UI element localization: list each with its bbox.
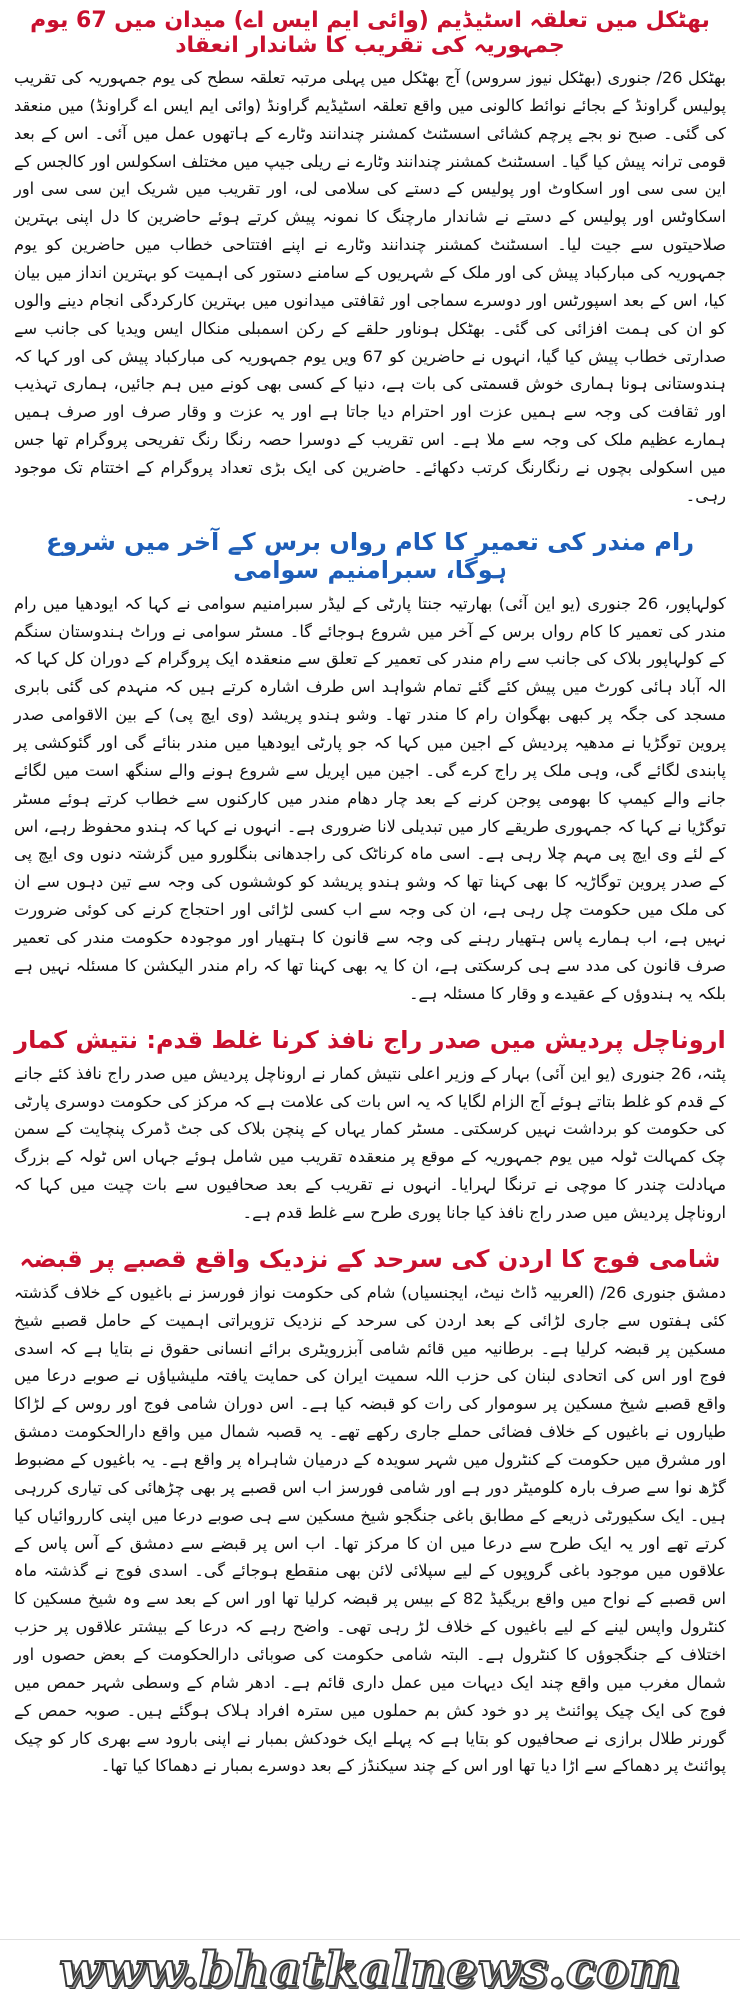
news-article-1	[0, 0, 740, 510]
article-body: پٹنہ، 26 جنوری (یو این آئی) بہار کے وزیر اعلی نتیش کمار نے اروناچل پردیش میں صدر راج نافذ کئے جانے کے قدم کو غلط بتاتے ہوئے آج الزام لگایا کہ یہ اس بات کی علامت ہے کہ مرکز کی حکومت دوسری پارٹی کی حکومت کو برداشت نہیں کرسکتی۔ مسٹر کمار یہاں کے پنچن بلاک کی جٹ ڈمرک پنچایت کے سمن چک کمہالت ٹولہ میں یوم جمہوریہ کے موقع پر منعقدہ تقریب میں شامل ہوئے جہاں اس ٹولہ کے بزرگ مہادلت چندر کا موچی نے ترنگا لہرایا۔ انہوں نے تقریب کے بعد صحافیوں سے بات چیت میں کہا کہ اروناچل پردیش میں صدر راج نافذ کیا جانا پوری طرح سے غلط قدم ہے۔	[14, 1063, 726, 1222]
article-body: کولہاپور، 26 جنوری (یو این آئی) بھارتیہ جنتا پارٹی کے لیڈر سبرامنیم سوامی نے کہا کہ ایودھیا میں رام مندر کی تعمیر کا کام رواں برس کے آخر میں شروع ہوجائے گا۔ مسٹر سوامی نے وراٹ ہندوستان سنگم کے کولہاپور بلاک کی جانب سے رام مندر کی تعمیر کے تعلق سے منعقدہ ایک پروگرام کے دوران کل کہا کہ الہ آباد ہائی کورٹ میں پیش کئے گئے تمام شواہد اس طرف اشارہ کرتے ہیں کہ منہدم کی گئی بابری مسجد کی جگہ پر کبھی بھگوان رام کا مندر تھا۔ وشو ہندو پریشد (وی ایچ پی) کے بین الاقوامی صدر پروین توگڑیا نے مدھیہ پردیش کے اجین میں کہا کہ جو پارٹی ایودھیا میں مندر بنائے گی اور گئوکشی پر پابندی لگائے گی، وہی ملک پر راج کرے گی۔ اجین میں اپریل سے شروع ہونے والے سنگھ است میں لگائے جانے والے کیمپ کا بھومی پوجن کرنے کے بعد چار دھام مندر میں کارکنوں سے خطاب کرتے ہوئے مسٹر توگڑیا نے کہا کہ جمہوری طریقے کار میں تبدیلی لانا ضروری ہے۔ انہوں نے کہا کہ ہندو محفوظ رہے، اس کے لئے وی ایچ پی مہم چلا رہی ہے۔ اسی ماہ کرناٹک کی راجدھانی بنگلورو میں گزشتہ دنوں وی ایچ پی کے صدر پروین توگاڑیہ کا بھی کہنا تھا کہ وشو ہندو پریشد کو کوششوں کی وجہ سے تین دہوں سے ان کی ملک میں حکومت چل رہی ہے، ان کی وجہ سے اب کسی لڑائی اور احتجاج کرنے کی کوئی ضرورت نہیں ہے، اب ہمارے پاس ہتھیار رہنے کی وجہ سے قانون کا ہتھیار اور موجودہ حکومت مندر کی تعمیر صرف قانون کی مدد سے ہی کرسکتی ہے، ان کا یہ بھی کہنا تھا کہ رام مندر الیکشن کا مسئلہ نہیں ہے بلکہ یہ ہندوؤں کے عقیدے و وقار کا مسئلہ ہے۔	[14, 593, 726, 1003]
news-article-4	[0, 1227, 740, 1780]
article-body: بھٹکل 26/ جنوری (بھٹکل نیوز سروس) آج بھٹکل میں پہلی مرتبہ تعلقہ سطح کی یوم جمہوریہ کی تقریب پولیس گراونڈ کے بجائے نوائط کالونی میں واقع تعلقہ اسٹیڈیم گراونڈ (وائی ایم ایس اے گراونڈ) میں منعقد کی گئی۔ صبح نو بجے پرچم کشائی اسسٹنٹ کمشنر چندانند وٹارے کے ہاتھوں عمل میں آئی۔ اس کے بعد قومی ترانہ پیش کیا گیا۔ اسسٹنٹ کمشنر چندانند وٹارے نے ریلی جیپ میں مختلف اسکولس اور کالجس کے این سی سی اور اسکاوٹ اور پولیس کے دستے کی سلامی لی، اور تقریب میں شریک این سی سی اور اسکاوٹس اور پولیس کے دستے نے شاندار مارچنگ کا نمونہ پیش کرتے ہوئے حاضرین کا دل اپنی بہترین صلاحیتوں سے جیت لیا۔ اسسٹنٹ کمشنر چندانند وٹارے نے اپنے افتتاحی خطاب میں حاضرین کو یوم جمہوریہ کی مبارکباد پیش کی اور ملک کے شہریوں کے سامنے دستور کی اہمیت کو بہترین انداز میں بیان کیا، اس کے بعد اسپورٹس اور دوسرے سماجی اور ثقافتی میدانوں میں بہترین کارکردگی انجام دینے والوں کو ان کی ہمت افزائی کی گئی۔ بھٹکل ہوناور حلقے کے رکن اسمبلی منکال ایس ویدیا کی جانب سے صدارتی خطاب پیش کیا گیا، انہوں نے حاضرین کو 67 ویں یوم جمہوریہ کی مبارکباد پیش کی اور کہا کہ ہندوستانی ہونا ہماری خوش قسمتی کی بات ہے، دنیا کے کسی بھی کونے میں ہم جائیں، ہماری تہذیب اور ثقافت کی وجہ سے ہمیں عزت اور احترام دیا جاتا ہے اور یہ عزت و وقار صرف اور صرف ہمیں ہمارے عظیم ملک کی وجہ سے ملا ہے۔ اس تقریب کے دوسرا حصہ رنگا رنگ تفریحی پروگرام تھا جس میں اسکولی بچوں نے رنگارنگ کرتب دکھائے۔ حاضرین کی ایک بڑی تعداد پروگرام کے اختتام تک موجود رہی۔	[14, 68, 726, 505]
site-footer	[0, 1939, 740, 2000]
news-article-2	[0, 510, 740, 1008]
article-headline: رام مندر کی تعمیر کا کام رواں برس کے آخر میں شروع ہوگا، سبرامنیم سوامی	[45, 527, 695, 584]
site-url-link[interactable]: www.bhatkalnews.com	[59, 1942, 681, 1998]
article-headline: اروناچل پردیش میں صدر راج نافذ کرنا غلط قدم: نتیش کمار	[14, 1025, 726, 1054]
article-body: دمشق جنوری 26/ (العربیہ ڈاٹ نیٹ، ایجنسیاں) شام کی حکومت نواز فورسز نے باغیوں کے خلاف گذشتہ کئی ہفتوں سے جاری لڑائی کے بعد اردن کی سرحد کے نزدیک تزویراتی اہمیت کے حامل قصبے شیخ مسکین پر قبضہ کرلیا ہے۔ برطانیہ میں قائم شامی آبزرویٹری برائے انسانی حقوق نے بتایا ہے کہ اسدی فوج اور اس کی اتحادی لبنان کی حزب اللہ سمیت ایران کی حمایت یافتہ ملیشیاؤں نے صوبے درعا میں واقع قصبے شیخ مسکین پر سوموار کی رات کو قبضہ کیا ہے۔ اس دوران شامی فوج اور روس کے لڑاکا طیاروں نے باغیوں کے خلاف فضائی حملے جاری رکھے تھے۔ یہ قصبہ شمال میں واقع دارالحکومت دمشق اور مشرق میں حکومت کے کنٹرول میں شہر سویدہ کے درمیان شاہراہ پر واقع ہے۔ یہ باغیوں کے مضبوط گڑھ نوا سے صرف بارہ کلومیٹر دور ہے اور شامی فورسز اب اس قصبے پر بھی چڑھائی کی تیاری کررہی ہیں۔ ایک سکیورٹی ذریعے کے مطابق باغی جنگجو شیخ مسکین سے ہی صوبے درعا میں اپنی کارروائیاں کیا کرتے تھے اور یہ ایک طرح سے درعا میں ان کا مرکز تھا۔ اب اس پر قبضے سے دمشق کے آس پاس کے علاقوں میں موجود باغی گروپوں کے لیے سپلائی لائن بھی منقطع ہوجائے گی۔ اسدی فوج نے گذشتہ ماہ اس قصبے کے نواح میں واقع بریگیڈ 82 کے بیس پر قبضہ کرلیا تھا اور اس کے بعد سے وہ شیخ مسکین کا کنٹرول واپس لینے کے لیے باغیوں کے خلاف لڑ رہی تھی۔ واضح رہے کہ درعا کے بیشتر علاقوں پر حزب اختلاف کے جنگجوؤں کا کنٹرول ہے۔ البتہ شامی حکومت کی صوبائی دارالحکومت کے بعض حصوں اور شمال مغرب میں واقع چند ایک دیہات میں عمل داری قائم ہے۔ ادھر شام کے وسطی شہر حمص میں فوج کی ایک چیک پوائنٹ پر دو خود کش بم حملوں میں سترہ افراد ہلاک ہوگئے ہیں۔ صوبہ حمص کے گورنر طلال برازی نے صحافیوں کو بتایا ہے کہ پہلے ایک خودکش بمبار نے اپنی بارود سے بھری کار کو چیک پوائنٹ پر دھماکے سے اڑا دیا تھا اور اس کے چند سیکنڈز کے بعد دوسرے بمبار نے دھماکا کیا تھا۔	[14, 1282, 727, 1776]
article-headline: بھٹکل میں تعلقہ اسٹیڈیم (وائی ایم ایس اے) میدان میں 67 یوم جمہوریہ کی تقریب کا شاندار انعقاد	[30, 8, 710, 58]
article-headline: شامی فوج کا اردن کی سرحد کے نزدیک واقع قصبے پر قبضہ	[19, 1244, 721, 1273]
news-article-3	[0, 1008, 740, 1227]
